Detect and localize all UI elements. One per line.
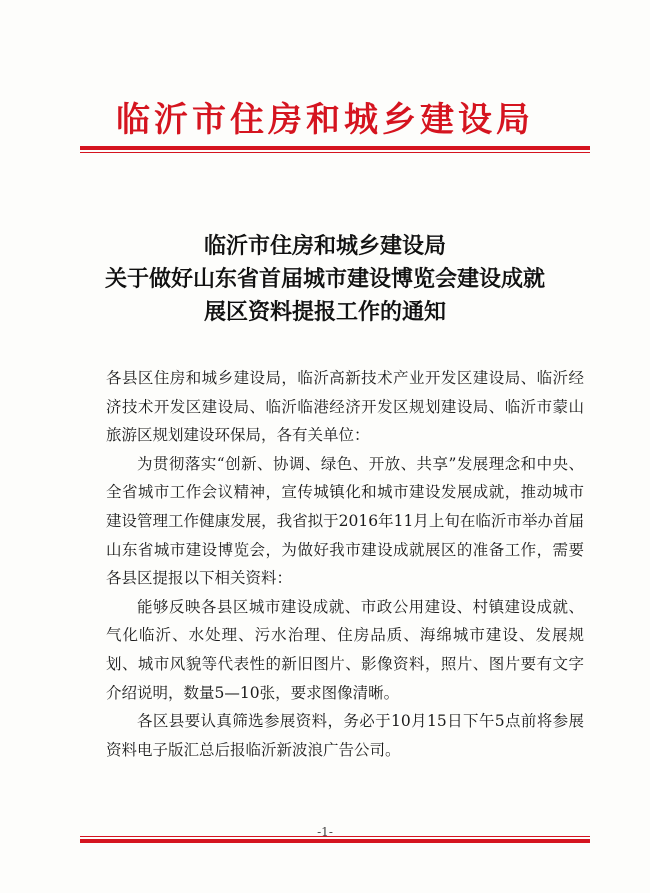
- body-paragraph-2: 能够反映各县区城市建设成就、市政公用建设、村镇建设成就、气化临沂、水处理、污水治理、住房品质、海绵城市建设、发展规划、城市风貌等代表性的新旧图片、影像资料，照片、图片要有文字介绍说明，数量5—10张，要求图像清晰。: [106, 597, 584, 702]
- document-body: [106, 364, 584, 764]
- title-line-1: 临沂市住房和城乡建设局: [203, 234, 446, 259]
- body-paragraph-1: 为贯彻落实“创新、协调、绿色、开放、共享”发展理念和中央、全省城市工作会议精神，宣传城镇化和城市建设发展成就，推动城市建设管理工作健康发展，我省拟于2016年11月上旬在临沂市举办首届山东省城市建设博览会，为做好我市建设成就展区的准备工作，需要各县区提报以下相关资料：: [106, 454, 584, 588]
- page-number: -1-: [317, 825, 333, 839]
- addressee-paragraph: 各县区住房和城乡建设局，临沂高新技术产业开发区建设局、临沂经济技术开发区建设局、临沂临港经济开发区规划建设局、临沂市蒙山旅游区规划建设环保局，各有关单位：: [106, 369, 584, 445]
- title-line-2: 关于做好山东省首届城市建设博览会建设成就: [104, 267, 545, 292]
- footer-red-rule-thick: [80, 839, 590, 843]
- title-line-3: 展区资料提报工作的通知: [203, 300, 446, 325]
- body-paragraph-3: 各区县要认真筛选参展资料，务必于10月15日下午5点前将参展资料电子版汇总后报临沂新波浪广告公司。: [106, 712, 584, 759]
- letterhead-red-rule-thin: [80, 152, 590, 153]
- letterhead-red-rule-thick: [80, 146, 590, 150]
- document-title: [60, 230, 590, 329]
- letterhead-agency-name: 临沂市住房和城乡建设局: [116, 100, 534, 140]
